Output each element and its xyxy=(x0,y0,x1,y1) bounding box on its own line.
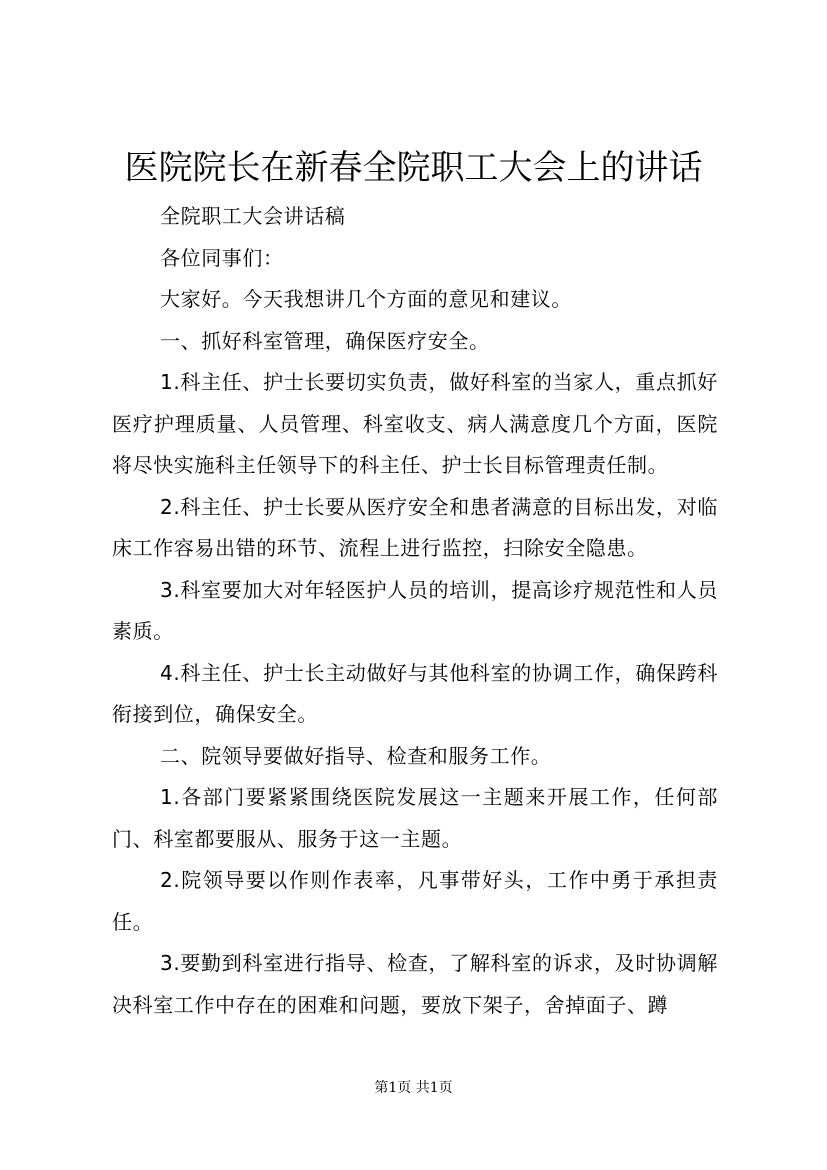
section-heading-1: 一、抓好科室管理，确保医疗安全。 xyxy=(160,328,490,353)
paragraph-greeting: 大家好。今天我想讲几个方面的意见和建议。 xyxy=(160,287,572,311)
paragraph-item: 2.院领导要以作则作表率，凡事带好头，工作中勇于承担责任。 xyxy=(112,868,718,934)
paragraph-item: 2.科主任、护士长要从医疗安全和患者满意的目标出发，对临床工作容易出错的环节、流程上进行监控，扫除安全隐患。 xyxy=(112,494,718,560)
paragraph-item: 1.各部门要紧紧围绕医院发展这一主题来开展工作，任何部门、科室都要服从、服务于这一主题。 xyxy=(112,785,718,851)
paragraph-salutation: 各位同事们： xyxy=(160,245,284,270)
section-heading-2: 二、院领导要做好指导、检查和服务工作。 xyxy=(160,743,552,768)
paragraph-item: 3.科室要加大对年轻医护人员的培训，提高诊疗规范性和人员素质。 xyxy=(112,577,718,643)
paragraph-item: 4.科主任、护士长主动做好与其他科室的协调工作，确保跨科衔接到位，确保安全。 xyxy=(112,660,718,726)
page-footer: 第1页 共1页 xyxy=(374,1080,453,1096)
document-title: 医院院长在新春全院职工大会上的讲话 xyxy=(124,148,703,188)
paragraph-item: 1.科主任、护士长要切实负责，做好科室的当家人，重点抓好医疗护理质量、人员管理、科室收支、病人满意度几个方面，医院将尽快实施科主任领导下的科主任、护士长目标管理责任制。 xyxy=(112,370,718,477)
paragraph-subtitle: 全院职工大会讲话稿 xyxy=(160,204,346,228)
paragraph-item: 3.要勤到科室进行指导、检查，了解科室的诉求，及时协调解决科室工作中存在的困难和问题，要放下架子，舍掉面子、蹲 xyxy=(112,951,718,1017)
document-body xyxy=(112,196,718,1026)
